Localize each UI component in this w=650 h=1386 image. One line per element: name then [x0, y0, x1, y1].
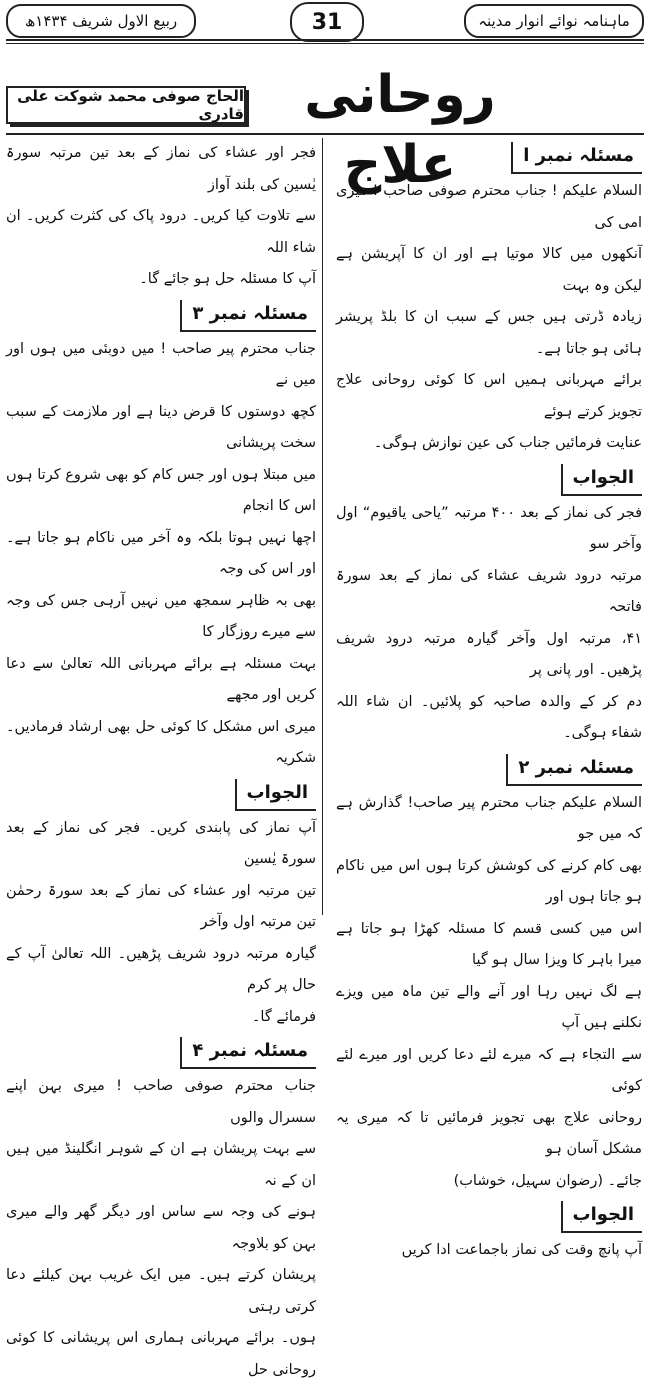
magazine-name-label: ماہنامہ نوائے انوار مدینہ — [464, 4, 644, 38]
answer-3-text — [6, 813, 316, 1034]
column-divider — [322, 138, 323, 915]
text-line: دم کر کے والدہ صاحبہ کو پلائیں۔ ان شاء اللہ شفاء ہوگی۔ — [336, 693, 642, 741]
question-3-heading: مسئلہ نمبر ۳ — [180, 300, 316, 332]
text-line: میری اس مشکل کا کوئی حل بھی ارشاد فرمادیں۔ شکریہ — [6, 718, 316, 766]
text-line: سے بہت پریشان ہے ان کے شوہر انگلینڈ میں ہیں ان کے نہ — [6, 1141, 316, 1189]
question-4-text — [6, 1071, 316, 1386]
title-rule — [6, 133, 644, 135]
answer-1-heading: الجواب — [561, 464, 642, 496]
text-line: آپ کا مسئلہ حل ہو جائے گا۔ — [139, 271, 316, 287]
page-number: 31 — [290, 2, 364, 42]
text-line: آنکھوں میں کالا موتیا ہے اور ان کا آپریشن ہے لیکن وہ بہت — [336, 246, 642, 294]
text-line: بھی کام کرنے کی کوشش کرتا ہوں اس میں ناکام ہو جاتا ہوں اور — [336, 857, 642, 905]
answer-2-heading: الجواب — [561, 1201, 642, 1233]
question-3-text — [6, 334, 316, 775]
issue-date-label: ربیع الاول شریف ۱۴۳۴ھ — [6, 4, 196, 38]
question-4-heading: مسئلہ نمبر ۴ — [180, 1037, 316, 1069]
right-column — [336, 138, 642, 1258]
text-line: پریشان کرتے ہیں۔ میں ایک غریب بہن کیلئے دعا کرتی رہتی — [6, 1267, 316, 1315]
text-line: بہت مسئلہ ہے برائے مہربانی اللہ تعالیٰ سے دعا کریں اور مجھے — [6, 655, 316, 703]
text-line: فجر اور عشاء کی نماز کے بعد تین مرتبہ سورۃ یٰسین کی بلند آواز — [6, 145, 316, 193]
text-line: کچھ دوستوں کا قرض دینا ہے اور ملازمت کے سبب سخت پریشانی — [6, 403, 316, 451]
text-line: فجر کی نماز کے بعد ۴۰۰ مرتبہ ”یاحی یاقیوم“ اول وآخر سو — [336, 504, 642, 552]
left-column — [6, 138, 316, 1378]
text-line: اس میں کسی قسم کا مسئلہ کھڑا ہو جاتا ہے میرا باہر کا ویزا سال ہو گیا — [336, 920, 642, 968]
text-line: تین مرتبہ اور عشاء کی نماز کے بعد سورۃ رحمٰن تین مرتبہ اول وآخر — [6, 882, 316, 930]
answer-2-text — [336, 1235, 642, 1267]
question-1-heading: مسئلہ نمبر ا — [511, 142, 642, 174]
text-line: ہونے کی وجہ سے ساس اور دیگر گھر والے میری بہن کو بلاوجہ — [6, 1204, 316, 1252]
header-rule-thin — [6, 43, 644, 44]
text-line: گیارہ مرتبہ درود شریف پڑھیں۔ اللہ تعالیٰ آپ کے حال پر کرم — [6, 945, 316, 993]
text-line: میں مبتلا ہوں اور جس کام کو بھی شروع کرتا ہوں اس کا انجام — [6, 466, 316, 514]
text-line: جناب محترم صوفی صاحب ! میری بہن اپنے سسرال والوں — [6, 1078, 316, 1126]
text-line: جائے۔ (رضوان سہیل، خوشاب) — [453, 1172, 642, 1189]
header-rule — [6, 39, 644, 41]
text-line: جناب محترم پیر صاحب ! میں دوبئی میں ہوں اور میں نے — [6, 340, 316, 388]
text-line: آپ پانچ وقت کی نماز باجماعت ادا کریں — [401, 1242, 642, 1258]
text-line: بھی بہ ظاہر سمجھ میں نہیں آرہی جس کی وجہ سے میرے روزگار کا — [6, 592, 316, 640]
continued-answer-text — [6, 138, 316, 296]
text-line: السلام علیکم ! جناب محترم صوفی صاحب ! میری امی کی — [336, 183, 642, 231]
text-line: ہوں۔ برائے مہربانی ہماری اس پریشانی کا کوئی روحانی حل — [6, 1330, 316, 1378]
text-line: عنایت فرمائیں جناب کی عین نوازش ہوگی۔ — [373, 435, 642, 451]
text-line: برائے مہربانی ہمیں اس کا کوئی روحانی علاج تجویز کرتے ہوئے — [336, 372, 642, 420]
answer-3-heading: الجواب — [235, 779, 316, 811]
question-2-heading: مسئلہ نمبر ۲ — [506, 754, 642, 786]
question-2-text — [336, 788, 642, 1198]
text-line: فرمائے گا۔ — [251, 1008, 316, 1025]
text-line: آپ نماز کی پابندی کریں۔ فجر کی نماز کے بعد سورۃ یٰسین — [6, 819, 316, 867]
text-line: روحانی علاج بھی تجویز فرمائیں تا کہ میری یہ مشکل آسان ہو — [336, 1109, 642, 1157]
text-line: سے التجاء ہے کہ میرے لئے دعا کریں اور میرے لئے کوئی — [336, 1046, 642, 1094]
text-line: مرتبہ درود شریف عشاء کی نماز کے بعد سورۃ فاتحہ — [336, 567, 642, 615]
question-1-text — [336, 176, 642, 460]
text-line: السلام علیکم جناب محترم پیر صاحب! گذارش ہے کہ میں جو — [336, 794, 642, 842]
author-box: الحاج صوفی محمد شوکت علی قادری — [6, 86, 246, 124]
text-line: سے تلاوت کیا کریں۔ درود پاک کی کثرت کریں۔ ان شاء اللہ — [6, 208, 316, 256]
text-line: ۴۱، مرتبہ اول وآخر گیارہ مرتبہ درود شریف پڑھیں۔ اور پانی پر — [336, 630, 642, 678]
text-line: ہے لگ نہیں رہا اور آنے والے تین ماہ میں ویزے نکلنے ہیں آپ — [336, 983, 642, 1031]
text-line: اچھا نہیں ہوتا بلکہ وہ آخر میں ناکام ہو جاتا ہے۔ اور اس کی وجہ — [6, 529, 316, 577]
text-line: زیادہ ڈرتی ہیں جس کے سبب ان کا بلڈ پریشر ہائی ہو جاتا ہے۔ — [336, 309, 642, 357]
article-title: روحانی علاج — [304, 65, 496, 195]
answer-1-text — [336, 498, 642, 750]
